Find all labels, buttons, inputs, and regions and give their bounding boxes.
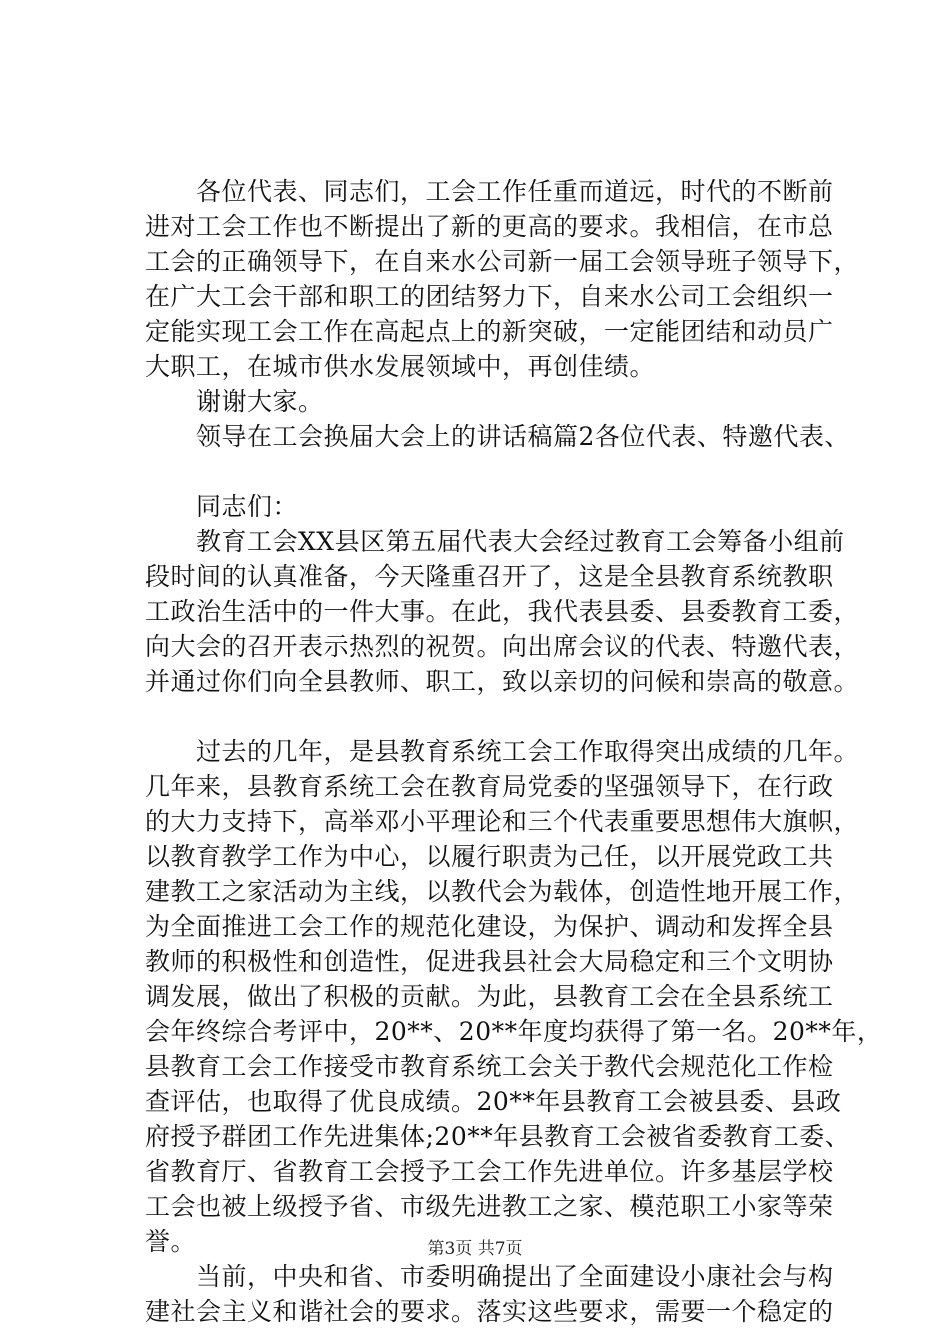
text-line: 誉。 [145,1227,197,1256]
text-line: 段时间的认真准备，今天隆重召开了，这是全县教育系统教职 [145,562,834,591]
text-line: 省教育厅、省教育工会授予工会工作先进单位。许多基层学校 [145,1157,834,1186]
text-line: 工会的正确领导下，在自来水公司新一届工会领导班子领导下， [145,247,860,276]
text-line: 府授予群团工作先进集体;20**年县教育工会被省委教育工委、 [145,1122,851,1151]
text-line: 当前，中央和省、市委明确提出了全面建设小康社会与构 [145,1262,834,1291]
page-footer: 第3页 共7页 [427,1239,523,1259]
text-line: 进对工会工作也不断提出了新的更高的要求。我相信，在市总 [145,212,834,241]
text-line: 为全面推进工会工作的规范化建设，为保护、调动和发挥全县 [145,912,834,941]
text-line: 过去的几年，是县教育系统工会工作取得突出成绩的几年。 [145,737,860,766]
text-line: 建教工之家活动为主线，以教代会为载体，创造性地开展工作， [145,877,860,906]
text-line: 在广大工会干部和职工的团结努力下，自来水公司工会组织一 [145,282,834,311]
text-line: 县教育工会工作接受市教育系统工会关于教代会规范化工作检 [145,1052,834,1081]
text-line: 同志们： [145,492,299,521]
text-line: 以教育教学工作为中心，以履行职责为己任，以开展党政工共 [145,842,834,871]
text-line: 谢谢大家。 [145,387,324,416]
text-line: 工会也被上级授予省、市级先进教工之家、模范职工小家等荣 [145,1192,834,1221]
text-line: 查评估，也取得了优良成绩。20**年县教育工会被县委、县政 [145,1087,842,1116]
text-line: 并通过你们向全县教师、职工，致以亲切的问候和崇高的敬意。 [145,667,860,696]
text-line: 的大力支持下，高举邓小平理论和三个代表重要思想伟大旗帜， [145,807,860,836]
document-body [145,174,883,1329]
text-line: 向大会的召开表示热烈的祝贺。向出席会议的代表、特邀代表， [145,632,860,661]
text-line: 大职工，在城市供水发展领域中，再创佳绩。 [145,352,656,381]
text-line: 教师的积极性和创造性，促进我县社会大局稳定和三个文明协 [145,947,834,976]
text-line: 定能实现工会工作在高起点上的新突破，一定能团结和动员广 [145,317,834,346]
text-line: 建社会主义和谐社会的要求。落实这些要求，需要一个稳定的 [145,1297,834,1326]
text-line: 教育工会XX县区第五届代表大会经过教育工会筹备小组前 [145,527,845,556]
text-line: 各位代表、同志们，工会工作任重而道远，时代的不断前 [145,177,834,206]
text-line: 几年来，县教育系统工会在教育局党委的坚强领导下，在行政 [145,772,834,801]
text-line: 领导在工会换届大会上的讲话稿篇2各位代表、特邀代表、 [145,422,850,451]
paragraph-gap [145,454,845,489]
paragraph-gap [145,699,845,734]
text-line: 工政治生活中的一件大事。在此，我代表县委、县委教育工委， [145,597,860,626]
text-line: 调发展，做出了积极的贡献。为此，县教育工会在全县系统工 [145,982,834,1011]
text-line: 会年终综合考评中，20**、20**年度均获得了第一名。20**年， [145,1017,883,1046]
